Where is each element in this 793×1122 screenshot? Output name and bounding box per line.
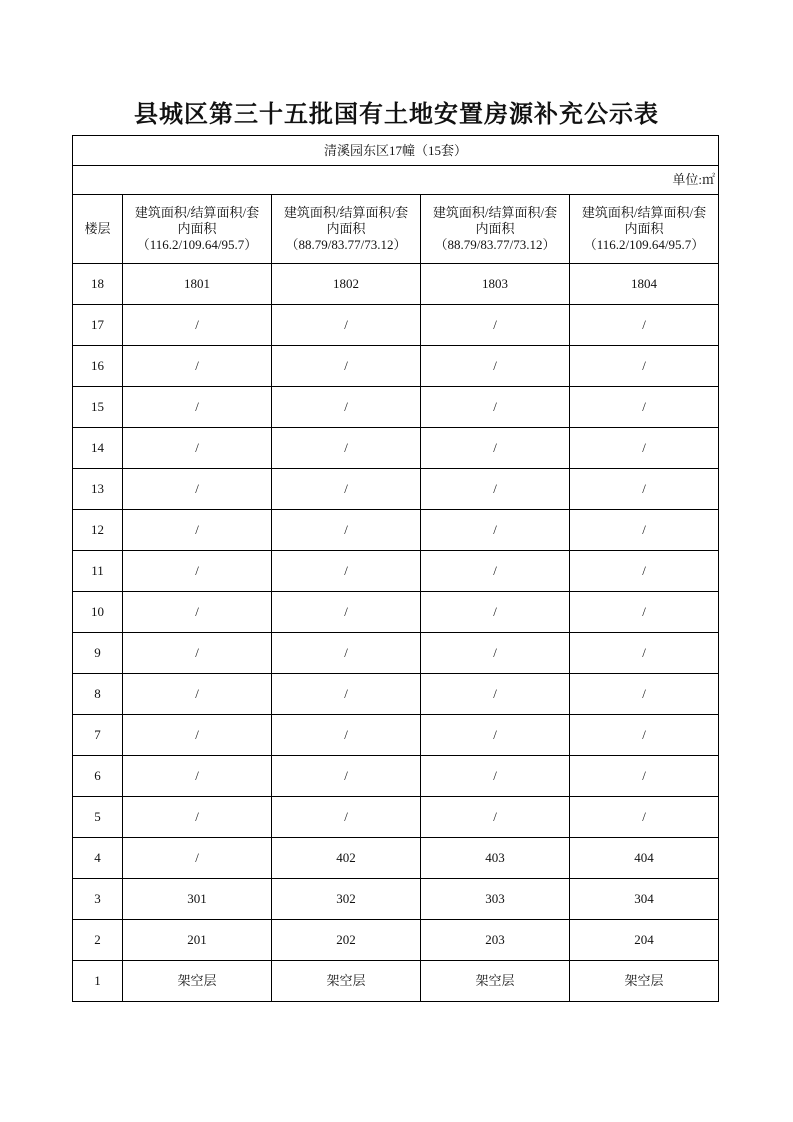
unit-cell: / xyxy=(123,387,272,428)
table-body xyxy=(73,136,719,1002)
unit-cell: / xyxy=(570,469,719,510)
floor-cell: 15 xyxy=(73,387,123,428)
housing-table xyxy=(72,135,719,1002)
unit-cell: / xyxy=(570,428,719,469)
table-row xyxy=(73,756,719,797)
unit-cell: / xyxy=(123,633,272,674)
column-header-line: 建筑面积/结算面积/套 xyxy=(134,205,260,220)
table-row xyxy=(73,879,719,920)
unit-cell: / xyxy=(421,633,570,674)
unit-cell: / xyxy=(570,715,719,756)
unit-cell: / xyxy=(570,633,719,674)
floor-cell: 18 xyxy=(73,264,123,305)
table-row xyxy=(73,387,719,428)
unit-cell: / xyxy=(272,346,421,387)
floor-cell: 13 xyxy=(73,469,123,510)
unit-cell: / xyxy=(570,305,719,346)
unit-cell: 202 xyxy=(272,920,421,961)
unit-cell: / xyxy=(421,510,570,551)
unit-cell: / xyxy=(421,592,570,633)
column-header-line: 内面积 xyxy=(624,221,664,236)
unit-cell: 1801 xyxy=(123,264,272,305)
unit-cell: / xyxy=(123,510,272,551)
column-header-line: 内面积 xyxy=(475,221,515,236)
unit-cell: / xyxy=(272,510,421,551)
column-header-line: 内面积 xyxy=(326,221,366,236)
table-row xyxy=(73,674,719,715)
column-header xyxy=(123,195,272,264)
unit-cell: / xyxy=(421,346,570,387)
unit-cell: / xyxy=(123,469,272,510)
table-row xyxy=(73,428,719,469)
column-header xyxy=(421,195,570,264)
column-header-dims: （116.2/109.64/95.7） xyxy=(583,237,705,252)
unit-cell: 403 xyxy=(421,838,570,879)
unit-cell: / xyxy=(272,633,421,674)
table-row xyxy=(73,510,719,551)
unit-cell: 304 xyxy=(570,879,719,920)
floor-cell: 6 xyxy=(73,756,123,797)
column-header-dims: （88.79/83.77/73.12） xyxy=(434,237,556,252)
unit-cell: / xyxy=(272,428,421,469)
unit-cell: / xyxy=(421,674,570,715)
column-header-line: 建筑面积/结算面积/套 xyxy=(432,205,558,220)
floor-cell: 8 xyxy=(73,674,123,715)
floor-cell: 7 xyxy=(73,715,123,756)
unit-cell: / xyxy=(570,510,719,551)
table-row xyxy=(73,715,719,756)
unit-cell: / xyxy=(421,428,570,469)
unit-cell: / xyxy=(570,674,719,715)
floor-cell: 12 xyxy=(73,510,123,551)
column-header-dims: （116.2/109.64/95.7） xyxy=(136,237,258,252)
unit-cell: / xyxy=(421,387,570,428)
column-header xyxy=(272,195,421,264)
unit-cell: 203 xyxy=(421,920,570,961)
unit-cell: / xyxy=(421,797,570,838)
table-row xyxy=(73,838,719,879)
unit-cell: / xyxy=(421,715,570,756)
unit-cell: / xyxy=(421,469,570,510)
unit-cell: / xyxy=(272,305,421,346)
table-row xyxy=(73,797,719,838)
unit-cell: / xyxy=(123,551,272,592)
unit-cell: / xyxy=(123,346,272,387)
unit-cell: / xyxy=(570,592,719,633)
column-header-line: 建筑面积/结算面积/套 xyxy=(581,205,707,220)
unit-cell: / xyxy=(421,756,570,797)
unit-cell: 架空层 xyxy=(272,961,421,1002)
table-row xyxy=(73,305,719,346)
unit-cell: / xyxy=(272,592,421,633)
unit-row xyxy=(73,166,719,195)
unit-cell: / xyxy=(272,715,421,756)
floor-cell: 2 xyxy=(73,920,123,961)
floor-cell: 9 xyxy=(73,633,123,674)
unit-cell: / xyxy=(272,797,421,838)
table-row xyxy=(73,920,719,961)
unit-cell: 架空层 xyxy=(421,961,570,1002)
unit-cell: 1804 xyxy=(570,264,719,305)
unit-cell: 1803 xyxy=(421,264,570,305)
table-subtitle: 清溪园东区17幢（15套） xyxy=(73,136,719,166)
floor-header: 楼层 xyxy=(73,195,123,264)
floor-cell: 14 xyxy=(73,428,123,469)
unit-cell: / xyxy=(123,674,272,715)
unit-cell: / xyxy=(272,387,421,428)
floor-cell: 4 xyxy=(73,838,123,879)
unit-cell: 301 xyxy=(123,879,272,920)
unit-cell: / xyxy=(123,305,272,346)
unit-cell: 303 xyxy=(421,879,570,920)
unit-cell: / xyxy=(570,756,719,797)
unit-cell: 204 xyxy=(570,920,719,961)
unit-cell: / xyxy=(123,428,272,469)
floor-cell: 3 xyxy=(73,879,123,920)
unit-cell: / xyxy=(123,756,272,797)
unit-cell: 201 xyxy=(123,920,272,961)
table-row xyxy=(73,346,719,387)
page-title: 县城区第三十五批国有土地安置房源补充公示表 xyxy=(134,102,659,128)
unit-cell: 架空层 xyxy=(570,961,719,1002)
column-header-line: 内面积 xyxy=(177,221,217,236)
unit-cell: / xyxy=(123,715,272,756)
table-row xyxy=(73,469,719,510)
unit-cell: / xyxy=(570,346,719,387)
table-row xyxy=(73,551,719,592)
unit-label: 单位:㎡ xyxy=(73,166,719,195)
floor-cell: 17 xyxy=(73,305,123,346)
unit-cell: / xyxy=(123,838,272,879)
unit-cell: / xyxy=(123,797,272,838)
unit-cell: 架空层 xyxy=(123,961,272,1002)
unit-cell: / xyxy=(123,592,272,633)
column-header-dims: （88.79/83.77/73.12） xyxy=(285,237,407,252)
column-header-line: 建筑面积/结算面积/套 xyxy=(283,205,409,220)
unit-cell: / xyxy=(272,469,421,510)
table-row xyxy=(73,264,719,305)
unit-cell: 402 xyxy=(272,838,421,879)
table-row xyxy=(73,633,719,674)
unit-cell: / xyxy=(421,305,570,346)
floor-cell: 5 xyxy=(73,797,123,838)
column-header xyxy=(570,195,719,264)
table-row xyxy=(73,592,719,633)
subtitle-row xyxy=(73,136,719,166)
table-row xyxy=(73,961,719,1002)
unit-cell: / xyxy=(570,387,719,428)
floor-cell: 10 xyxy=(73,592,123,633)
unit-cell: / xyxy=(570,551,719,592)
unit-cell: / xyxy=(272,756,421,797)
unit-cell: / xyxy=(570,797,719,838)
unit-cell: / xyxy=(272,674,421,715)
unit-cell: 1802 xyxy=(272,264,421,305)
unit-cell: 302 xyxy=(272,879,421,920)
floor-cell: 1 xyxy=(73,961,123,1002)
unit-cell: / xyxy=(272,551,421,592)
unit-cell: 404 xyxy=(570,838,719,879)
floor-cell: 16 xyxy=(73,346,123,387)
header-row xyxy=(73,195,719,264)
floor-cell: 11 xyxy=(73,551,123,592)
unit-cell: / xyxy=(421,551,570,592)
